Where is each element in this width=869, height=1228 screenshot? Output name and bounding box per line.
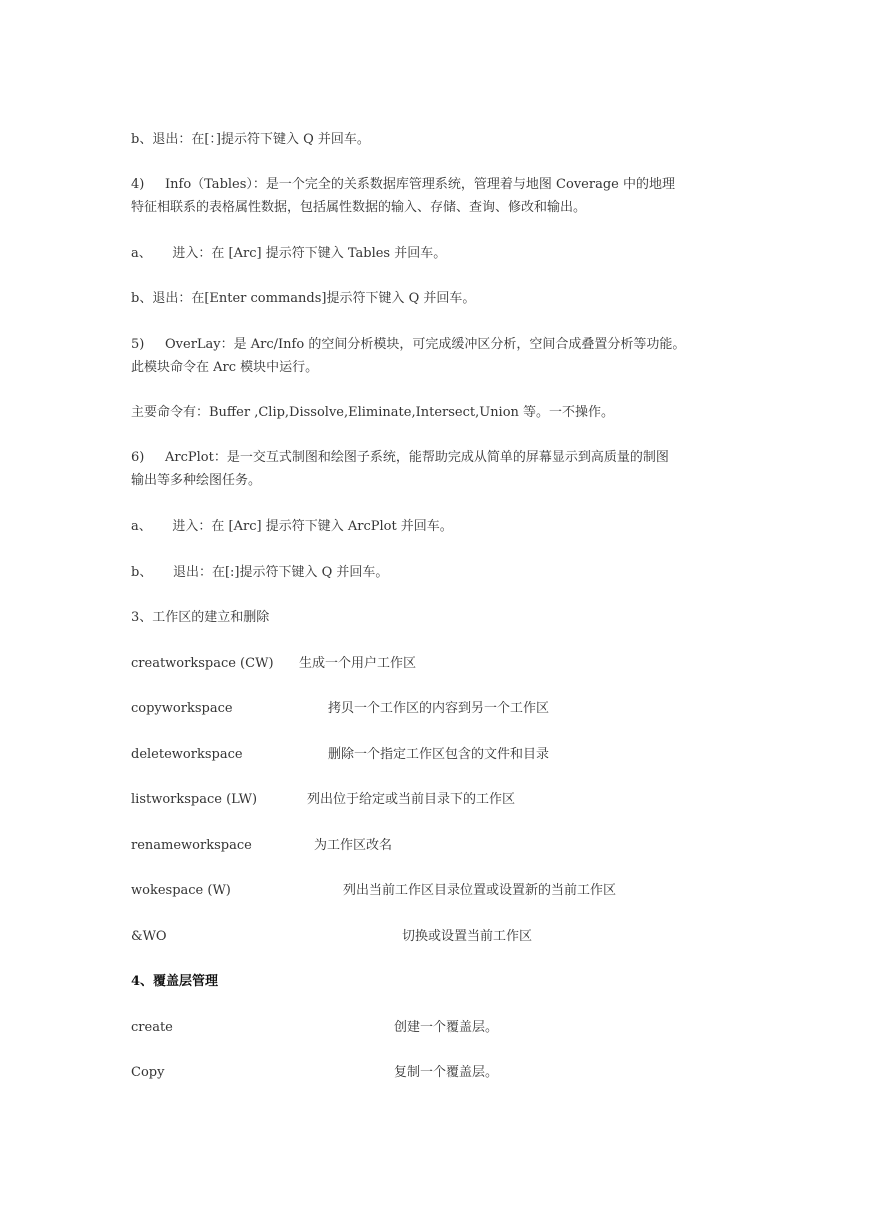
- command-description: 切换或设置当前工作区: [402, 929, 533, 944]
- command-name: wokespace (W): [131, 883, 231, 898]
- command-description: 拷贝一个工作区的内容到另一个工作区: [328, 701, 550, 716]
- section-3-heading: 3、工作区的建立和删除: [131, 610, 270, 625]
- command-name: Copy: [131, 1065, 165, 1080]
- tables-exit-line: b、退出：在[Enter commands]提示符下键入 Q 并回车。: [131, 291, 476, 306]
- command-description: 生成一个用户工作区: [299, 656, 417, 671]
- command-description: 列出当前工作区目录位置或设置新的当前工作区: [343, 883, 617, 898]
- arcplot-description-line-2: 输出等多种绘图任务。: [131, 473, 262, 488]
- command-name: renameworkspace: [131, 838, 252, 853]
- tables-enter-line: a、 进入：在 [Arc] 提示符下键入 Tables 并回车。: [131, 246, 447, 261]
- arcplot-description-line-1: 6) ArcPlot：是一交互式制图和绘图子系统，能帮助完成从简单的屏幕显示到高质量的制图: [131, 450, 669, 465]
- command-name: listworkspace (LW): [131, 792, 258, 807]
- command-name: creatworkspace (CW): [131, 656, 274, 671]
- command-description: 创建一个覆盖层。: [394, 1020, 499, 1035]
- overlay-description-line-2: 此模块命令在 Arc 模块中运行。: [131, 360, 319, 375]
- arcplot-exit-line: b、 退出：在[:]提示符下键入 Q 并回车。: [131, 565, 389, 580]
- command-name: create: [131, 1020, 173, 1035]
- section-4-heading: 4、覆盖层管理: [131, 974, 219, 989]
- arc-exit-line: b、退出：在[：]提示符下键入 Q 并回车。: [131, 132, 370, 147]
- command-name: deleteworkspace: [131, 747, 243, 762]
- arcplot-enter-line: a、 进入：在 [Arc] 提示符下键入 ArcPlot 并回车。: [131, 519, 453, 534]
- command-name: &WO: [131, 929, 167, 944]
- command-description: 删除一个指定工作区包含的文件和目录: [328, 747, 550, 762]
- command-name: copyworkspace: [131, 701, 233, 716]
- main-commands-line: 主要命令有：Buffer ,Clip,Dissolve,Eliminate,Intersect,Union 等。一不操作。: [131, 405, 615, 420]
- info-description-line-2: 特征相联系的表格属性数据，包括属性数据的输入、存储、查询、修改和输出。: [131, 200, 587, 215]
- command-description: 为工作区改名: [314, 838, 393, 853]
- overlay-description-line-1: 5) OverLay：是 Arc/Info 的空间分析模块，可完成缓冲区分析，空间合成叠置分析等功能。: [131, 337, 686, 352]
- command-description: 列出位于给定或当前目录下的工作区: [307, 792, 516, 807]
- command-description: 复制一个覆盖层。: [394, 1065, 499, 1080]
- info-description-line-1: 4) Info（Tables）：是一个完全的关系数据库管理系统，管理着与地图 Coverage 中的地理: [131, 177, 675, 192]
